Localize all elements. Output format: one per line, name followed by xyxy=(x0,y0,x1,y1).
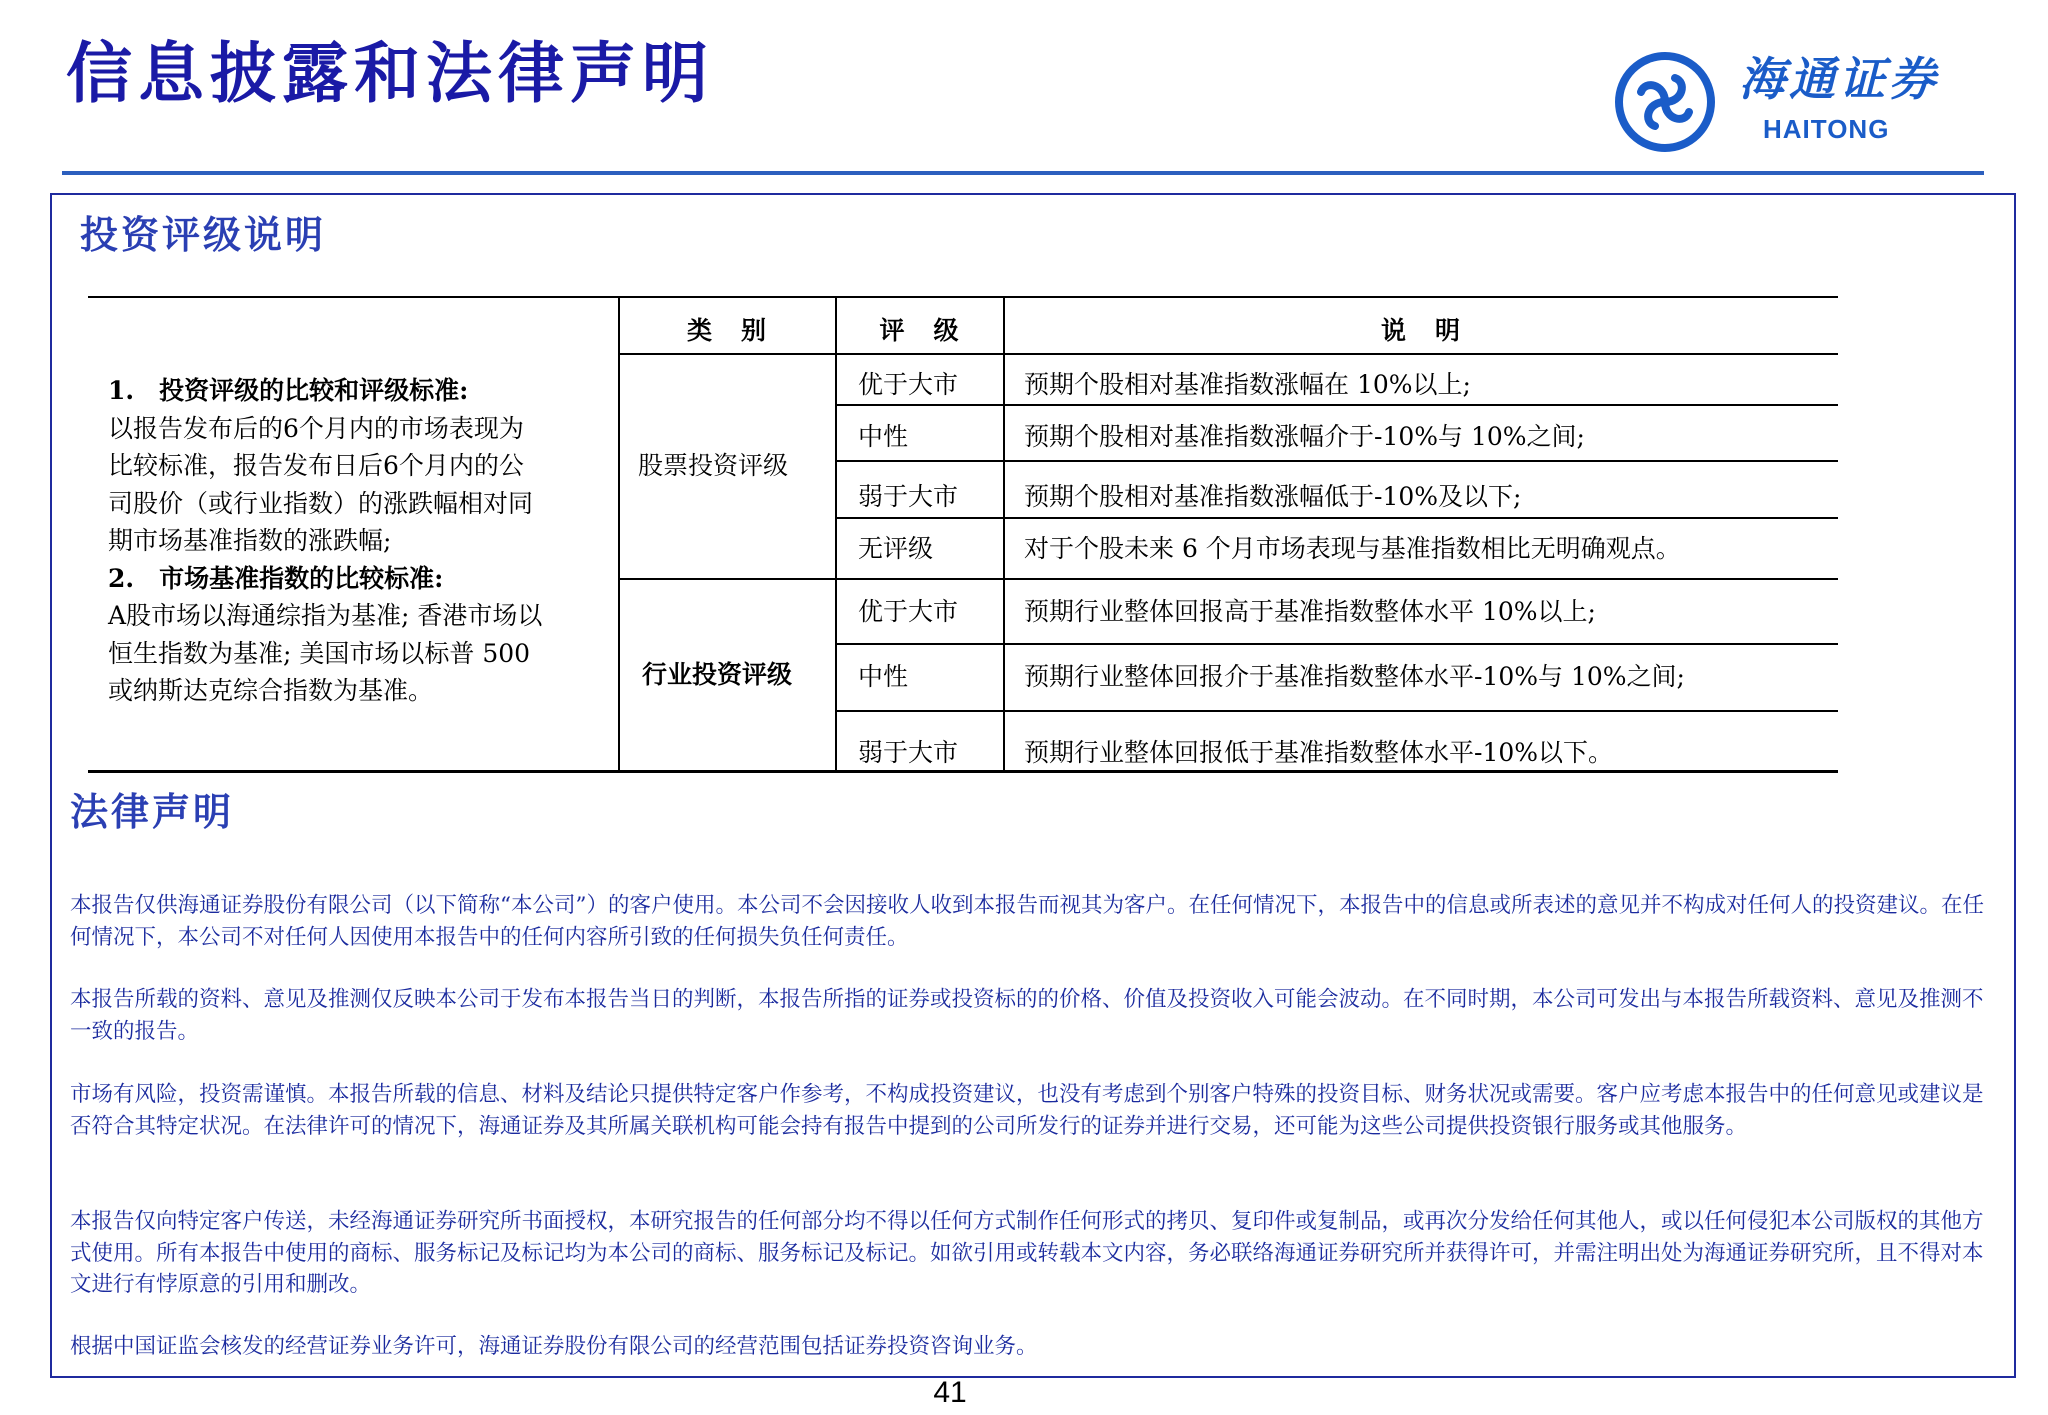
logo-english-name: HAITONG xyxy=(1763,114,1890,144)
table-top-rule xyxy=(88,296,1838,298)
table-bottom-rule xyxy=(88,770,1838,773)
haitong-logo xyxy=(1615,52,1985,152)
criteria-text: 恒生指数为基准; 美国市场以标普 500 xyxy=(108,638,531,668)
description-cell: 对于个股未来 6 个月市场表现与基准指数相比无明确观点。 xyxy=(1024,534,1681,563)
legal-paragraph xyxy=(70,890,1995,953)
legal-paragraph-text: 本报告仅供海通证券股份有限公司（以下简称“本公司”）的客户使用。本公司不会因接收人收到本报告而视其为客户。在任何情况下，本报告中的信息或所表述的意见并不构成对任何人的投资建议。在任何情况下，本公司不对任何人因使用本报告中的任何内容所引致的任何损失负任何责任。 xyxy=(70,893,1984,950)
header-divider xyxy=(62,171,1984,175)
criteria-text: 比较标准，报告发布日后6个月内的公 xyxy=(108,451,524,480)
grade-cell: 弱于大市 xyxy=(858,738,959,767)
page-title: 信息披露和法律声明 xyxy=(66,34,714,112)
table-header-rule xyxy=(618,353,1838,355)
criteria-heading-2: 2. 市场基准指数的比较标准: xyxy=(108,563,444,593)
category-stock: 股票投资评级 xyxy=(638,451,789,480)
legal-paragraph xyxy=(70,1331,1995,1363)
criteria-text: 司股价（或行业指数）的涨跌幅相对同 xyxy=(108,488,534,518)
description-cell: 预期行业整体回报高于基准指数整体水平 10%以上; xyxy=(1024,597,1596,626)
grade-cell: 无评级 xyxy=(858,534,934,563)
table-group-rule xyxy=(618,578,1838,580)
table-row-rule xyxy=(835,710,1838,712)
description-cell: 预期个股相对基准指数涨幅低于-10%及以下; xyxy=(1024,482,1522,511)
description-cell: 预期个股相对基准指数涨幅介于-10%与 10%之间; xyxy=(1024,422,1585,451)
grade-cell: 弱于大市 xyxy=(858,482,959,511)
legal-paragraph-text: 本报告仅向特定客户传送，未经海通证券研究所书面授权，本研究报告的任何部分均不得以任何方式制作任何形式的拷贝、复印件或复制品，或再次分发给任何其他人，或以任何侵犯本公司版权的其他方式使用。所有本报告中使用的商标、服务标记及标记均为本公司的商标、服务标记及标记。如欲引用或转载本文内容，务必联络海通证券研究所并获得许可，并需注明出处为海通证券研究所，且不得对本文进行有悖原意的引用和删改。 xyxy=(70,1209,1984,1297)
rating-section-title: 投资评级说明 xyxy=(80,212,327,257)
grade-cell: 中性 xyxy=(858,662,909,691)
table-row-rule xyxy=(835,643,1838,645)
column-header-grade: 评 级 xyxy=(879,316,961,345)
legal-paragraph-text: 本报告所载的资料、意见及推测仅反映本公司于发布本报告当日的判断，本报告所指的证券或投资标的的价格、价值及投资收入可能会波动。在不同时期，本公司可发出与本报告所载资料、意见及推测不一致的报告。 xyxy=(70,987,1984,1044)
table-row-rule xyxy=(835,404,1838,406)
legal-paragraph xyxy=(70,1206,1995,1301)
criteria-text: A股市场以海通综指为基准; 香港市场以 xyxy=(108,601,543,630)
legal-paragraph-text: 市场有风险，投资需谨慎。本报告所载的信息、材料及结论只提供特定客户作参考，不构成投资建议，也没有考虑到个别客户特殊的投资目标、财务状况或需要。客户应考虑本报告中的任何意见或建议是否符合其特定状况。在法律许可的情况下，海通证券及其所属关联机构可能会持有报告中提到的公司所发行的证券并进行交易，还可能为这些公司提供投资银行服务或其他服务。 xyxy=(70,1082,1984,1139)
table-divider xyxy=(618,296,620,773)
criteria-heading-1: 1. 投资评级的比较和评级标准: xyxy=(108,376,469,405)
description-cell: 预期个股相对基准指数涨幅在 10%以上; xyxy=(1024,370,1471,399)
page-number: 41 xyxy=(933,1376,967,1409)
table-row-rule xyxy=(835,517,1838,519)
description-cell: 预期行业整体回报低于基准指数整体水平-10%以下。 xyxy=(1024,738,1614,767)
legal-paragraph xyxy=(70,1079,1995,1142)
legal-paragraph-text: 根据中国证监会核发的经营证券业务许可，海通证券股份有限公司的经营范围包括证券投资咨询业务。 xyxy=(70,1334,1038,1359)
criteria-text: 或纳斯达克综合指数为基准。 xyxy=(108,676,434,705)
grade-cell: 中性 xyxy=(858,422,909,451)
description-cell: 预期行业整体回报介于基准指数整体水平-10%与 10%之间; xyxy=(1024,662,1685,691)
category-industry: 行业投资评级 xyxy=(642,660,793,689)
criteria-text: 以报告发布后的6个月内的市场表现为 xyxy=(108,413,524,443)
column-header-description: 说 明 xyxy=(1380,316,1462,345)
haitong-logo-icon xyxy=(1615,52,1715,152)
legal-paragraph xyxy=(70,984,1995,1047)
table-divider xyxy=(1003,296,1005,773)
grade-cell: 优于大市 xyxy=(858,370,959,399)
logo-chinese-name: 海通证券 xyxy=(1739,52,1939,106)
criteria-text: 期市场基准指数的涨跌幅; xyxy=(108,526,392,555)
table-divider xyxy=(835,296,837,773)
table-row-rule xyxy=(835,460,1838,462)
legal-section-title: 法律声明 xyxy=(70,789,235,834)
grade-cell: 优于大市 xyxy=(858,597,959,626)
rating-criteria xyxy=(108,372,618,710)
column-header-category: 类 别 xyxy=(686,316,768,345)
